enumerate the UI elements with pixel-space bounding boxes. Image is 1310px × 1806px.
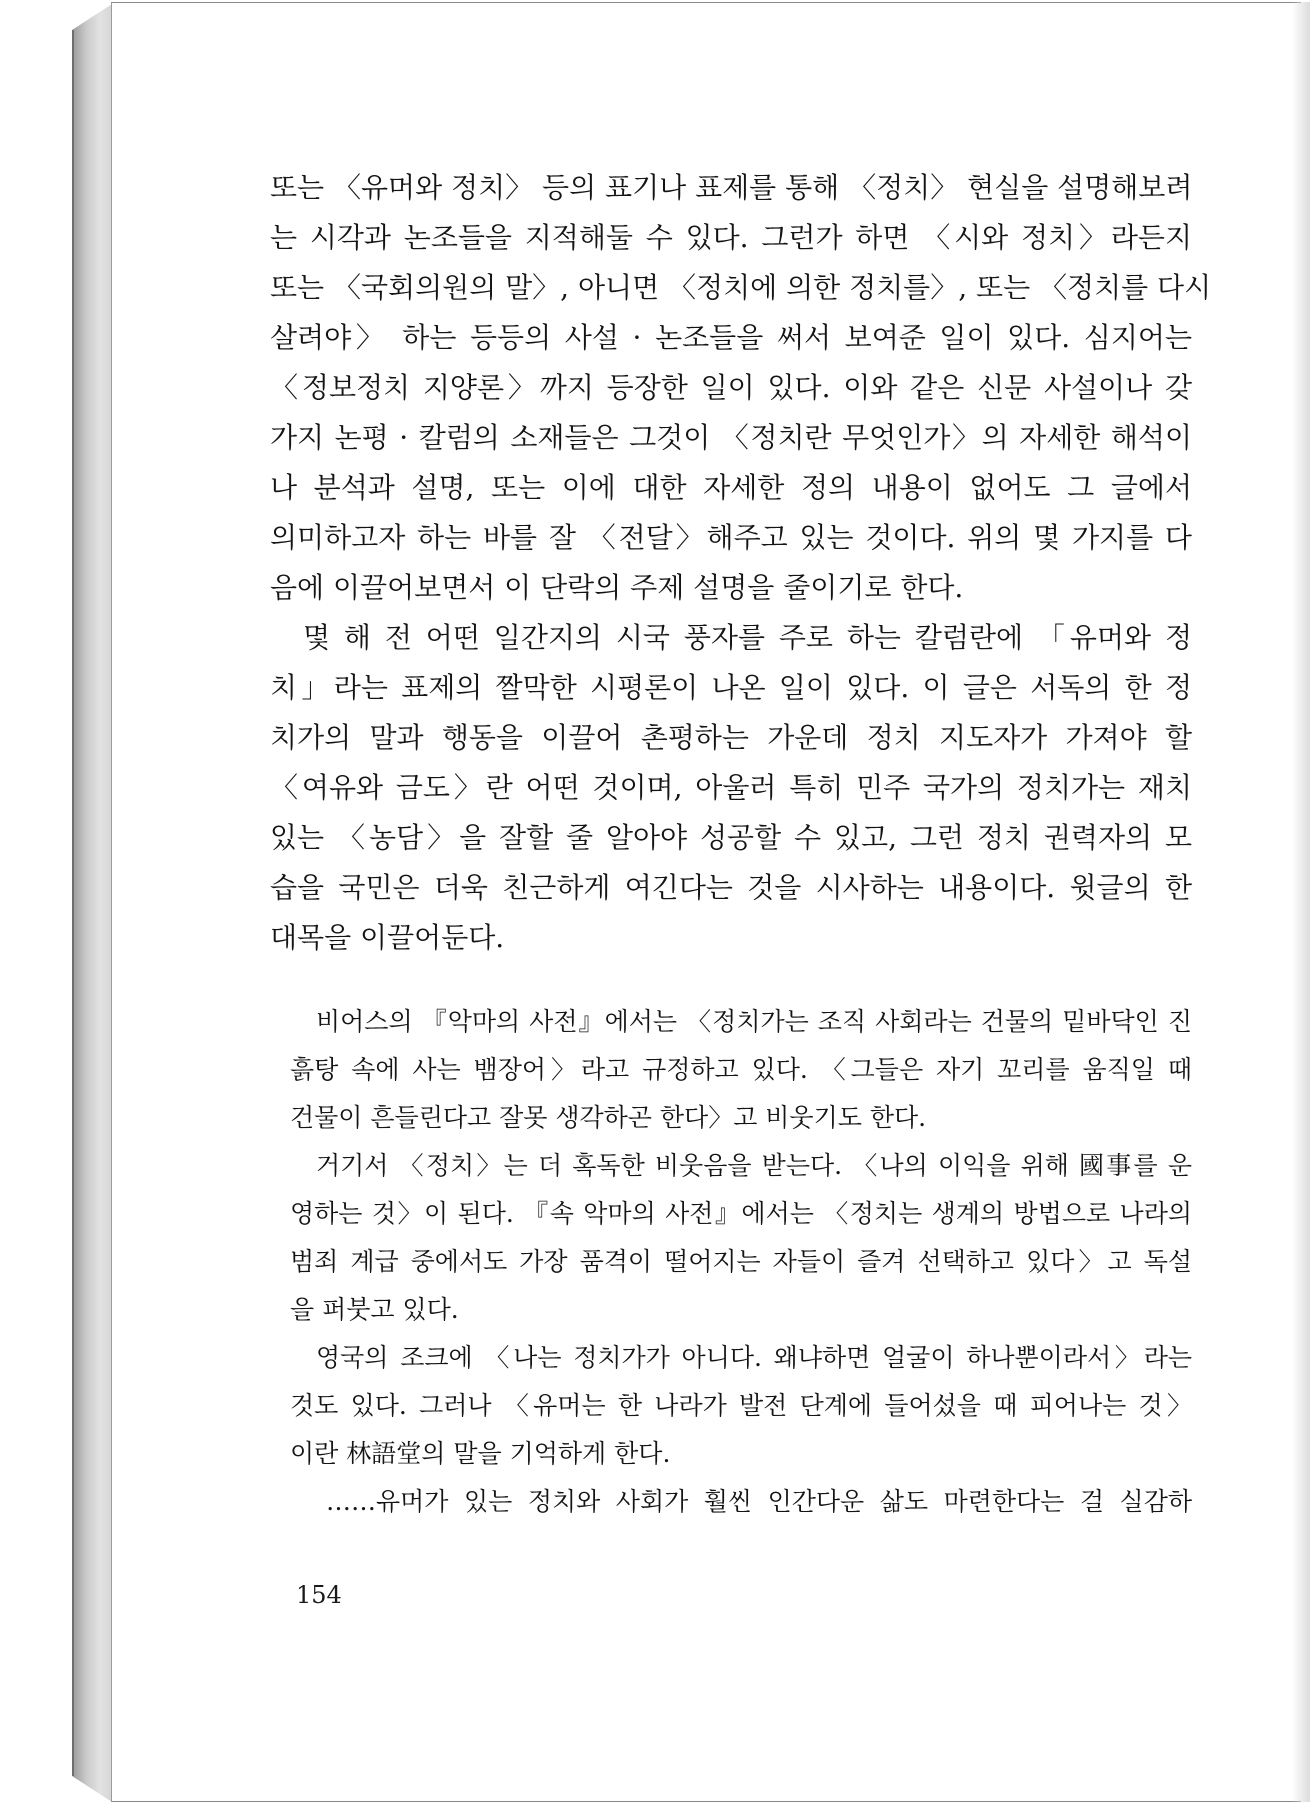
body-line: 〈여유와 금도〉란 어떤 것이며, 아울러 특히 민주 국가의 정치가는 재치 (270, 771, 1192, 804)
quote-line: 영하는 것〉이 된다. 『속 악마의 사전』에서는 〈정치는 생계의 방법으로 나라의 (290, 1199, 1192, 1228)
body-line: 〈정보정치 지양론〉까지 등장한 일이 있다. 이와 같은 신문 사설이나 갖 (270, 371, 1192, 404)
quote-line: 비어스의 『악마의 사전』에서는 〈정치가는 조직 사회라는 건물의 밑바닥인 진 (316, 1007, 1192, 1036)
body-line: 음에 이끌어보면서 이 단락의 주제 설명을 줄이기로 한다. (270, 571, 964, 604)
quote-line: 범죄 계급 중에서도 가장 품격이 떨어지는 자들이 즐겨 선택하고 있다〉고 독설 (290, 1247, 1192, 1276)
body-line: 의미하고자 하는 바를 잘 〈전달〉해주고 있는 것이다. 위의 몇 가지를 다 (270, 521, 1192, 554)
body-line: 또는 〈국회의원의 말〉, 아니면 〈정치에 의한 정치를〉, 또는 〈정치를 다시 (270, 271, 1212, 304)
quote-line: 이란 林語堂의 말을 기억하게 한다. (290, 1439, 671, 1468)
body-line: 가지 논평 · 칼럼의 소재들은 그것이 〈정치란 무엇인가〉의 자세한 해석이 (270, 421, 1192, 454)
body-line: 치」라는 표제의 짤막한 시평론이 나온 일이 있다. 이 글은 서독의 한 정 (270, 671, 1192, 704)
book-spine (72, 4, 112, 1802)
body-line: 나 분석과 설명, 또는 이에 대한 자세한 정의 내용이 없어도 그 글에서 (270, 471, 1192, 504)
quote-line: 것도 있다. 그러나 〈유머는 한 나라가 발전 단계에 들어섰을 때 피어나는 것〉 (290, 1391, 1192, 1420)
quote-line: 을 퍼붓고 있다. (290, 1295, 459, 1324)
quote-line: 영국의 조크에 〈나는 정치가가 아니다. 왜냐하면 얼굴이 하나뿐이라서〉라는 (316, 1343, 1192, 1372)
page-shadow (1292, 2, 1310, 1802)
body-line: 살려야〉 하는 등등의 사설 · 논조들을 써서 보여준 일이 있다. 심지어는 (270, 321, 1192, 354)
body-line: 치가의 말과 행동을 이끌어 촌평하는 가운데 정치 지도자가 가져야 할 (270, 721, 1192, 754)
body-line: 있는 〈농담〉을 잘할 줄 알아야 성공할 수 있고, 그런 정치 권력자의 모 (270, 821, 1192, 854)
body-line: 대목을 이끌어둔다. (270, 921, 505, 954)
body-line: 또는 〈유머와 정치〉 등의 표기나 표제를 통해 〈정치〉 현실을 설명해보려 (270, 171, 1193, 204)
page-number: 154 (296, 1581, 342, 1609)
quote-line: ……유머가 있는 정치와 사회가 훨씬 인간다운 삶도 마련한다는 걸 실감하 (326, 1487, 1192, 1516)
quote-line: 흙탕 속에 사는 뱀장어〉라고 규정하고 있다. 〈그들은 자기 꼬리를 움직일 때 (290, 1055, 1192, 1084)
body-line: 는 시각과 논조들을 지적해둘 수 있다. 그런가 하면 〈시와 정치〉라든지 (270, 221, 1192, 254)
body-line: 습을 국민은 더욱 친근하게 여긴다는 것을 시사하는 내용이다. 윗글의 한 (270, 871, 1192, 904)
quote-line: 거기서 〈정치〉는 더 혹독한 비웃음을 받는다. 〈나의 이익을 위해 國事를 운 (316, 1151, 1192, 1180)
quote-line: 건물이 흔들린다고 잘못 생각하곤 한다〉고 비웃기도 한다. (290, 1103, 927, 1132)
spine-edge (72, 30, 74, 1776)
body-line: 몇 해 전 어떤 일간지의 시국 풍자를 주로 하는 칼럼란에 「유머와 정 (270, 621, 1192, 654)
